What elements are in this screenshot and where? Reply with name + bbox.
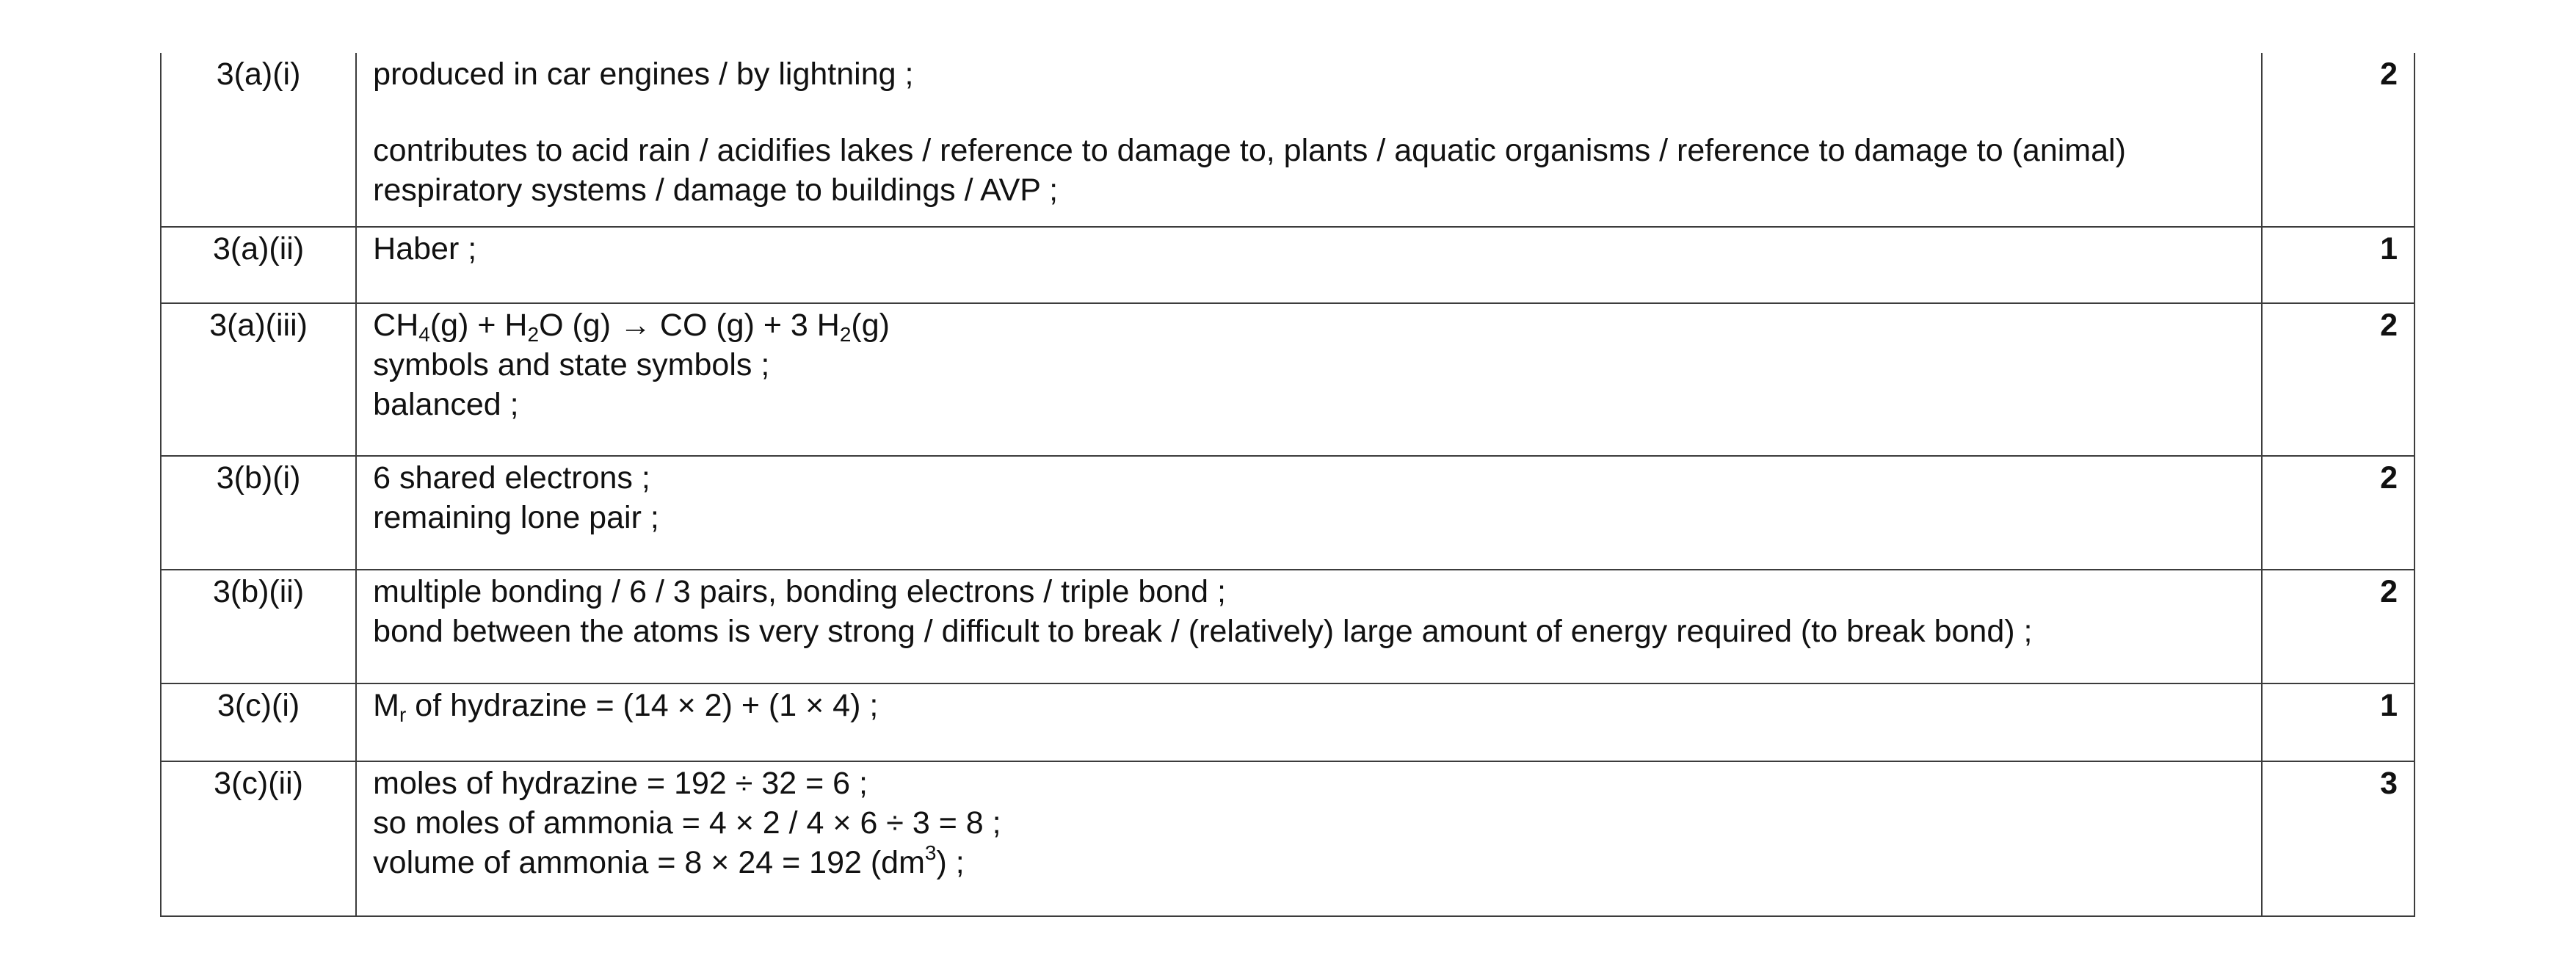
table-row (161, 53, 2414, 227)
subscript: 2 (839, 323, 852, 346)
marks-value: 2 (2262, 570, 2414, 683)
table-row (161, 303, 2414, 456)
question-number: 3(c)(i) (161, 683, 356, 761)
answer-line (373, 686, 2246, 725)
table-row (161, 456, 2414, 570)
answer-cell (356, 456, 2262, 570)
volume-suffix: ) ; (936, 845, 965, 880)
answer-line: 6 shared electrons ; (373, 460, 650, 496)
subscript: r (399, 703, 407, 726)
answer-line: respiratory systems / damage to buildings / AVP ; (373, 173, 1059, 208)
marks-value: 1 (2262, 683, 2414, 761)
table-row (161, 227, 2414, 303)
answer-cell (356, 761, 2262, 916)
answer-line: remaining lone pair ; (373, 500, 659, 535)
mr-symbol: M (373, 688, 399, 723)
answer-line: so moles of ammonia = 4 × 2 / 4 × 6 ÷ 3 = 8 ; (373, 805, 1001, 841)
equation-part: O (g) → CO (g) + 3 H (539, 308, 840, 343)
marks-value: 2 (2262, 303, 2414, 456)
table-row (161, 570, 2414, 683)
answer-line (373, 843, 2246, 882)
answer-line: balanced ; (373, 387, 519, 422)
answer-cell (356, 227, 2262, 303)
subscript: 2 (527, 323, 540, 346)
marks-value: 2 (2262, 456, 2414, 570)
table-row (161, 761, 2414, 916)
mr-expression: of hydrazine = (14 × 2) + (1 × 4) ; (406, 688, 879, 723)
subscript: 4 (418, 323, 430, 346)
marks-value: 2 (2262, 53, 2414, 227)
mark-scheme-table (160, 53, 2415, 917)
question-number: 3(a)(iii) (161, 303, 356, 456)
question-number: 3(b)(i) (161, 456, 356, 570)
question-number: 3(b)(ii) (161, 570, 356, 683)
answer-line: symbols and state symbols ; (373, 347, 770, 382)
superscript: 3 (924, 841, 937, 864)
marks-value: 1 (2262, 227, 2414, 303)
answer-line: produced in car engines / by lightning ; (373, 57, 914, 92)
equation-part: (g) + H (429, 308, 528, 343)
chemical-equation (373, 305, 2246, 345)
marks-value: 3 (2262, 761, 2414, 916)
equation-part: (g) (851, 308, 890, 343)
answer-line: moles of hydrazine = 192 ÷ 32 = 6 ; (373, 766, 868, 801)
volume-expression: volume of ammonia = 8 × 24 = 192 (dm (373, 845, 925, 880)
equation-part: CH (373, 308, 419, 343)
answer-cell (356, 303, 2262, 456)
table-row (161, 683, 2414, 761)
answer-line: bond between the atoms is very strong / difficult to break / (relatively) large amount of energy required (to break bond) ; (373, 614, 2033, 649)
question-number: 3(c)(ii) (161, 761, 356, 916)
answer-cell (356, 683, 2262, 761)
answer-line: contributes to acid rain / acidifies lakes / reference to damage to, plants / aquatic organisms / reference to damage to (animal) (373, 133, 2126, 168)
answer-line: Haber ; (373, 231, 477, 266)
question-number: 3(a)(ii) (161, 227, 356, 303)
answer-cell (356, 570, 2262, 683)
question-number: 3(a)(i) (161, 53, 356, 227)
answer-line: multiple bonding / 6 / 3 pairs, bonding electrons / triple bond ; (373, 574, 1226, 609)
answer-cell (356, 53, 2262, 227)
